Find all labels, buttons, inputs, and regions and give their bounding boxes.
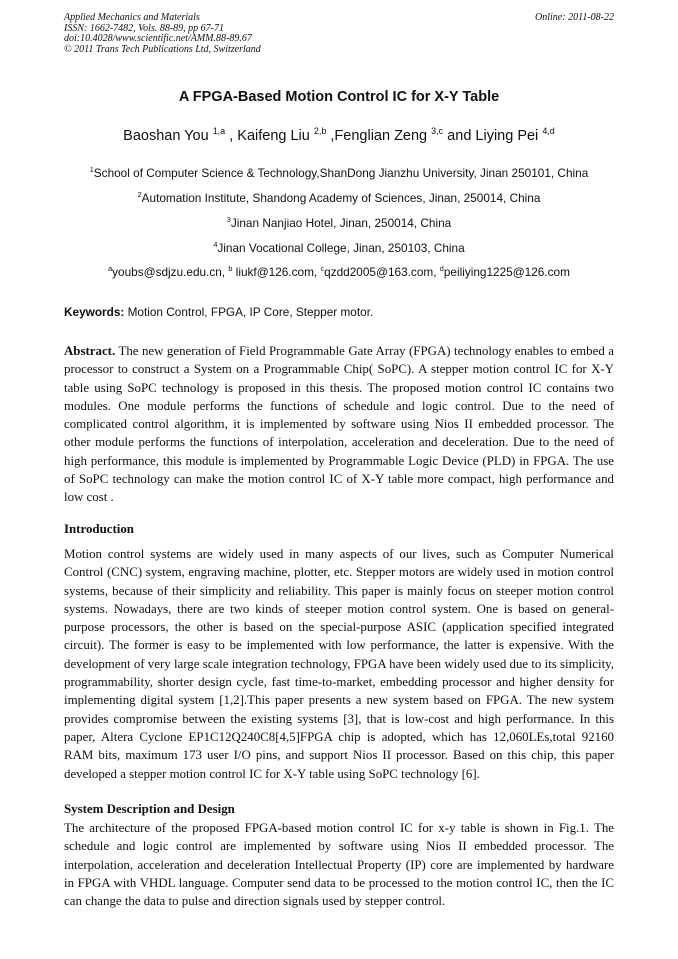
affiliation-2 xyxy=(0,191,678,205)
affiliation-4 xyxy=(0,241,678,255)
system-description-heading: System Description and Design xyxy=(64,802,235,816)
affiliation-marker: 3 xyxy=(226,215,231,225)
abstract-text: The new generation of Field Programmable Gate Array (FPGA) technology enables to embed a processor to construct a System on a Programmable Chip( SoPC). A stepper motion control IC for X-Y table using SoPC technology is proposed in this thesis. The proposed motion control IC contains two modules. One module performs the functions of schedule and logic control. Due to the need of complicated control algorithm, it is implemented by software using Nios II embedded processor. The other module performs the functions of interpolation, acceleration and deceleration. Due to the need of high performance, this module is implemented by Programmable Logic Device (PLD) in FPGA. The use of SoPC technology can make the motion control IC of X-Y table more compact, high performance and low cost . xyxy=(64,344,614,505)
abstract-label: Abstract. xyxy=(64,344,116,358)
journal-header xyxy=(64,13,261,55)
email-marker: d xyxy=(439,264,444,274)
email-address[interactable]: liukf@126.com, xyxy=(232,265,321,279)
author-name: ,Fenglian Zeng xyxy=(326,128,432,144)
email-marker: b xyxy=(228,264,233,274)
author-name: and Liying Pei xyxy=(443,128,543,144)
author-marker: 3,c xyxy=(431,126,444,137)
author-marker: 2,b xyxy=(313,126,327,137)
affiliation-1 xyxy=(0,166,678,180)
issn-line: ISSN: 1662-7482, Vols. 88-89, pp 67-71 xyxy=(64,22,224,34)
introduction-heading: Introduction xyxy=(64,522,134,536)
introduction-paragraph: Motion control systems are widely used in many aspects of our lives, such as Computer Numerical Control (CNC) system, engraving machine, plotter, etc. Stepper motors are widely used in motion control systems, because of their simplicity and reliability. This paper is mainly focus on steeper motion control systems. Nowadays, there are two kinds of steeper motion control system. One is based on general-purpose processors, the other is based on the special-purpose ASIC (application specified integrated circuit). The former is easy to be implemented with low performance, the latter is expensive. With the development of very large scale integration technology, FPGA have been widely used due to its simplicity, programmability, shorter design cycle, fast time-to-market, embedding processor and higher density for implementing digital system [1,2].This paper presents a new system based on FPGA. The new system provides compromise between the existing systems [3], that is low-cost and high performance. In this paper, Altera Cyclone EP1C12Q240C8[4,5]FPGA chip is adopted, which has 12,060LEs,total 92160 RAM bits, maximum 173 user I/O pins, and support Nios II processor. Based on this chip, this paper developed a stepper motion control IC for X-Y table using SoPC technology [6]. xyxy=(64,547,614,781)
system-description-paragraph: The architecture of the proposed FPGA-based motion control IC for x-y table is shown in Fig.1. The schedule and logic control are implemented by software using Nios II embedded processor. The interpolation, acceleration and deceleration Intellectual Property (IP) core are implemented by hardware in FPGA with VHDL language. Computer send data to be processed to the motion control IC, then the IC can change the data to pulse and direction signals used by stepper control. xyxy=(64,821,614,909)
abstract-paragraph xyxy=(64,342,614,507)
email-marker: c xyxy=(320,264,325,274)
keywords-line xyxy=(64,305,614,319)
affiliation-marker: 1 xyxy=(89,165,94,175)
affiliation-text: Automation Institute, Shandong Academy of Sciences, Jinan, 250014, China xyxy=(141,191,541,205)
journal-name: Applied Mechanics and Materials xyxy=(64,12,200,23)
author-list xyxy=(0,128,678,144)
affiliation-text: Jinan Nanjiao Hotel, Jinan, 250014, China xyxy=(230,216,452,230)
copyright-line: © 2011 Trans Tech Publications Ltd, Switzerland xyxy=(64,43,261,55)
paper-title: A FPGA-Based Motion Control IC for X-Y Table xyxy=(178,89,500,105)
author-name: , Kaifeng Liu xyxy=(225,128,314,144)
email-marker: a xyxy=(108,264,113,274)
keywords-label: Keywords: xyxy=(64,305,125,319)
affiliation-text: Jinan Vocational College, Jinan, 250103, China xyxy=(217,241,465,255)
author-marker: 4,d xyxy=(542,126,555,137)
affiliation-text: School of Computer Science & Technology,ShanDong Jianzhu University, Jinan 250101, China xyxy=(93,166,589,180)
doi-line: doi:10.4028/www.scientific.net/AMM.88-89.67 xyxy=(64,33,252,45)
email-address[interactable]: qzdd2005@163.com, xyxy=(324,265,440,279)
email-line xyxy=(0,265,678,279)
author-marker: 1,a xyxy=(212,126,226,137)
email-address[interactable]: peiliying1225@126.com xyxy=(443,265,570,279)
email-address[interactable]: youbs@sdjzu.edu.cn, xyxy=(112,265,229,279)
online-date: Online: 2011-08-22 xyxy=(535,12,614,23)
affiliation-3 xyxy=(0,216,678,230)
keywords-text: Motion Control, FPGA, IP Core, Stepper motor. xyxy=(124,305,374,319)
author-name: Baoshan You xyxy=(123,128,213,144)
affiliation-marker: 2 xyxy=(137,190,142,200)
affiliation-marker: 4 xyxy=(213,240,218,250)
